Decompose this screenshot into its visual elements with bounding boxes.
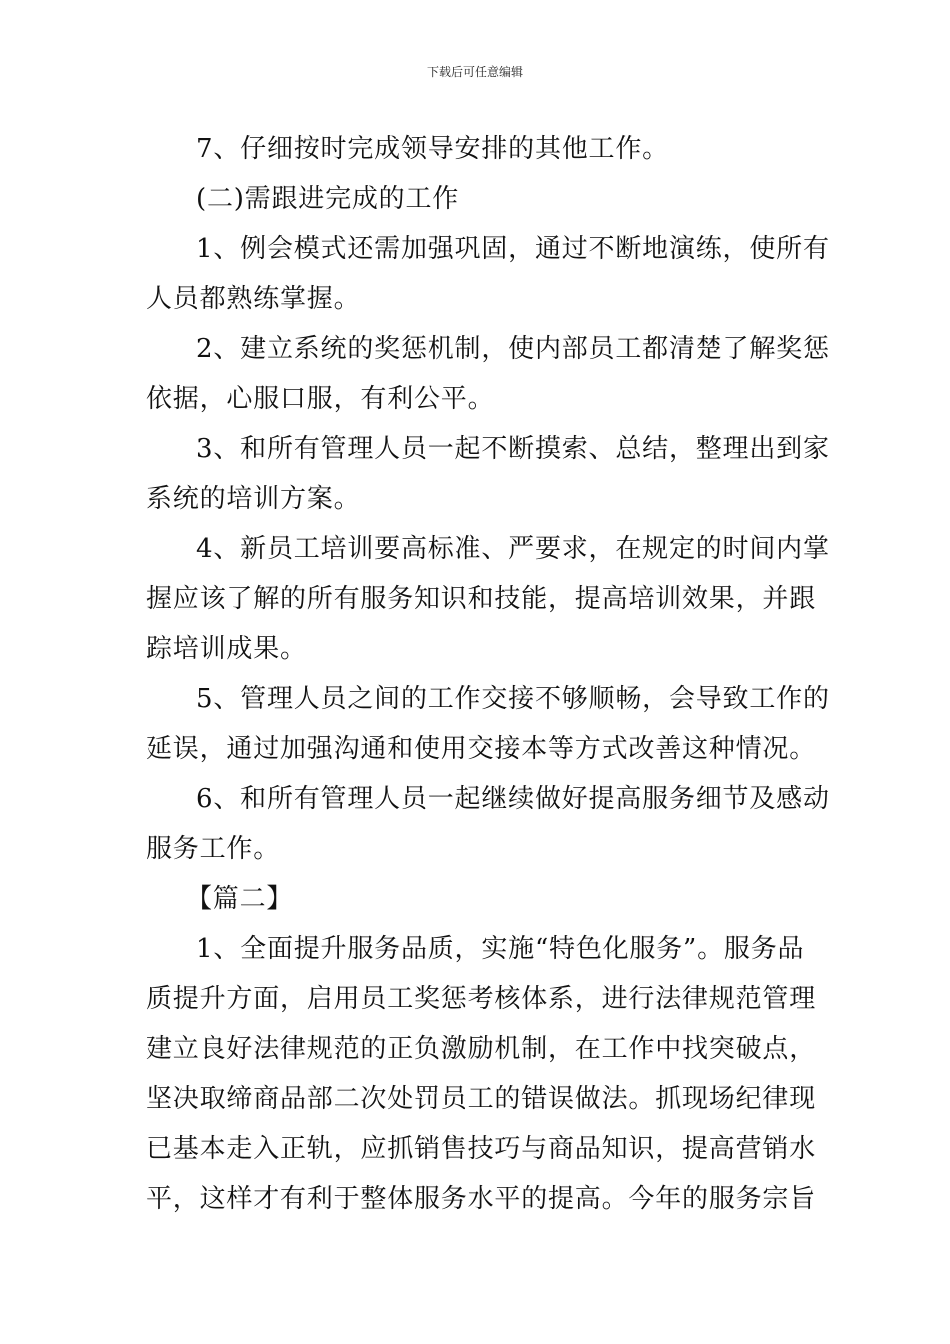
paragraph-line: 踪培训成果。 <box>146 634 307 664</box>
paragraph-line: 建立良好法律规范的正负激励机制，在工作中找突破点， <box>146 1034 817 1064</box>
paragraph-line: 2、建立系统的奖惩机制，使内部员工都清楚了解奖惩 <box>196 334 830 364</box>
paragraph-line: 6、和所有管理人员一起继续做好提高服务细节及感动 <box>196 784 830 814</box>
paragraph-line: 服务工作。 <box>146 834 281 864</box>
paragraph-line: 平，这样才有利于整体服务水平的提高。今年的服务宗旨 <box>146 1184 817 1214</box>
section-title: 【篇二】 <box>186 884 294 914</box>
paragraph-line: 已基本走入正轨，应抓销售技巧与商品知识，提高营销水 <box>146 1134 817 1164</box>
paragraph-line: 坚决取缔商品部二次处罚员工的错误做法。抓现场纪律现 <box>146 1084 817 1114</box>
paragraph-line: 1、例会模式还需加强巩固，通过不断地演练，使所有 <box>196 234 830 264</box>
paragraph-line: 系统的培训方案。 <box>146 484 361 514</box>
page-header-note: 下载后可任意编辑 <box>426 65 523 79</box>
paragraph-line: 3、和所有管理人员一起不断摸索、总结，整理出到家 <box>196 434 830 464</box>
paragraph-line: 质提升方面，启用员工奖惩考核体系，进行法律规范管理 <box>146 984 817 1014</box>
paragraph-line: 依据，心服口服，有利公平。 <box>146 384 495 414</box>
paragraph-line: 1、全面提升服务品质，实施“特色化服务”。服务品 <box>196 934 805 964</box>
paragraph-line: 4、新员工培训要高标准、严要求，在规定的时间内掌 <box>196 534 830 564</box>
paragraph-line: 握应该了解的所有服务知识和技能，提高培训效果，并跟 <box>146 584 817 614</box>
paragraph-line: 7、仔细按时完成领导安排的其他工作。 <box>196 134 669 164</box>
paragraph-line: 延误，通过加强沟通和使用交接本等方式改善这种情况。 <box>146 734 817 764</box>
subheading: (二)需跟进完成的工作 <box>196 184 460 214</box>
paragraph-line: 人员都熟练掌握。 <box>146 284 361 314</box>
paragraph-line: 5、管理人员之间的工作交接不够顺畅，会导致工作的 <box>196 684 830 714</box>
